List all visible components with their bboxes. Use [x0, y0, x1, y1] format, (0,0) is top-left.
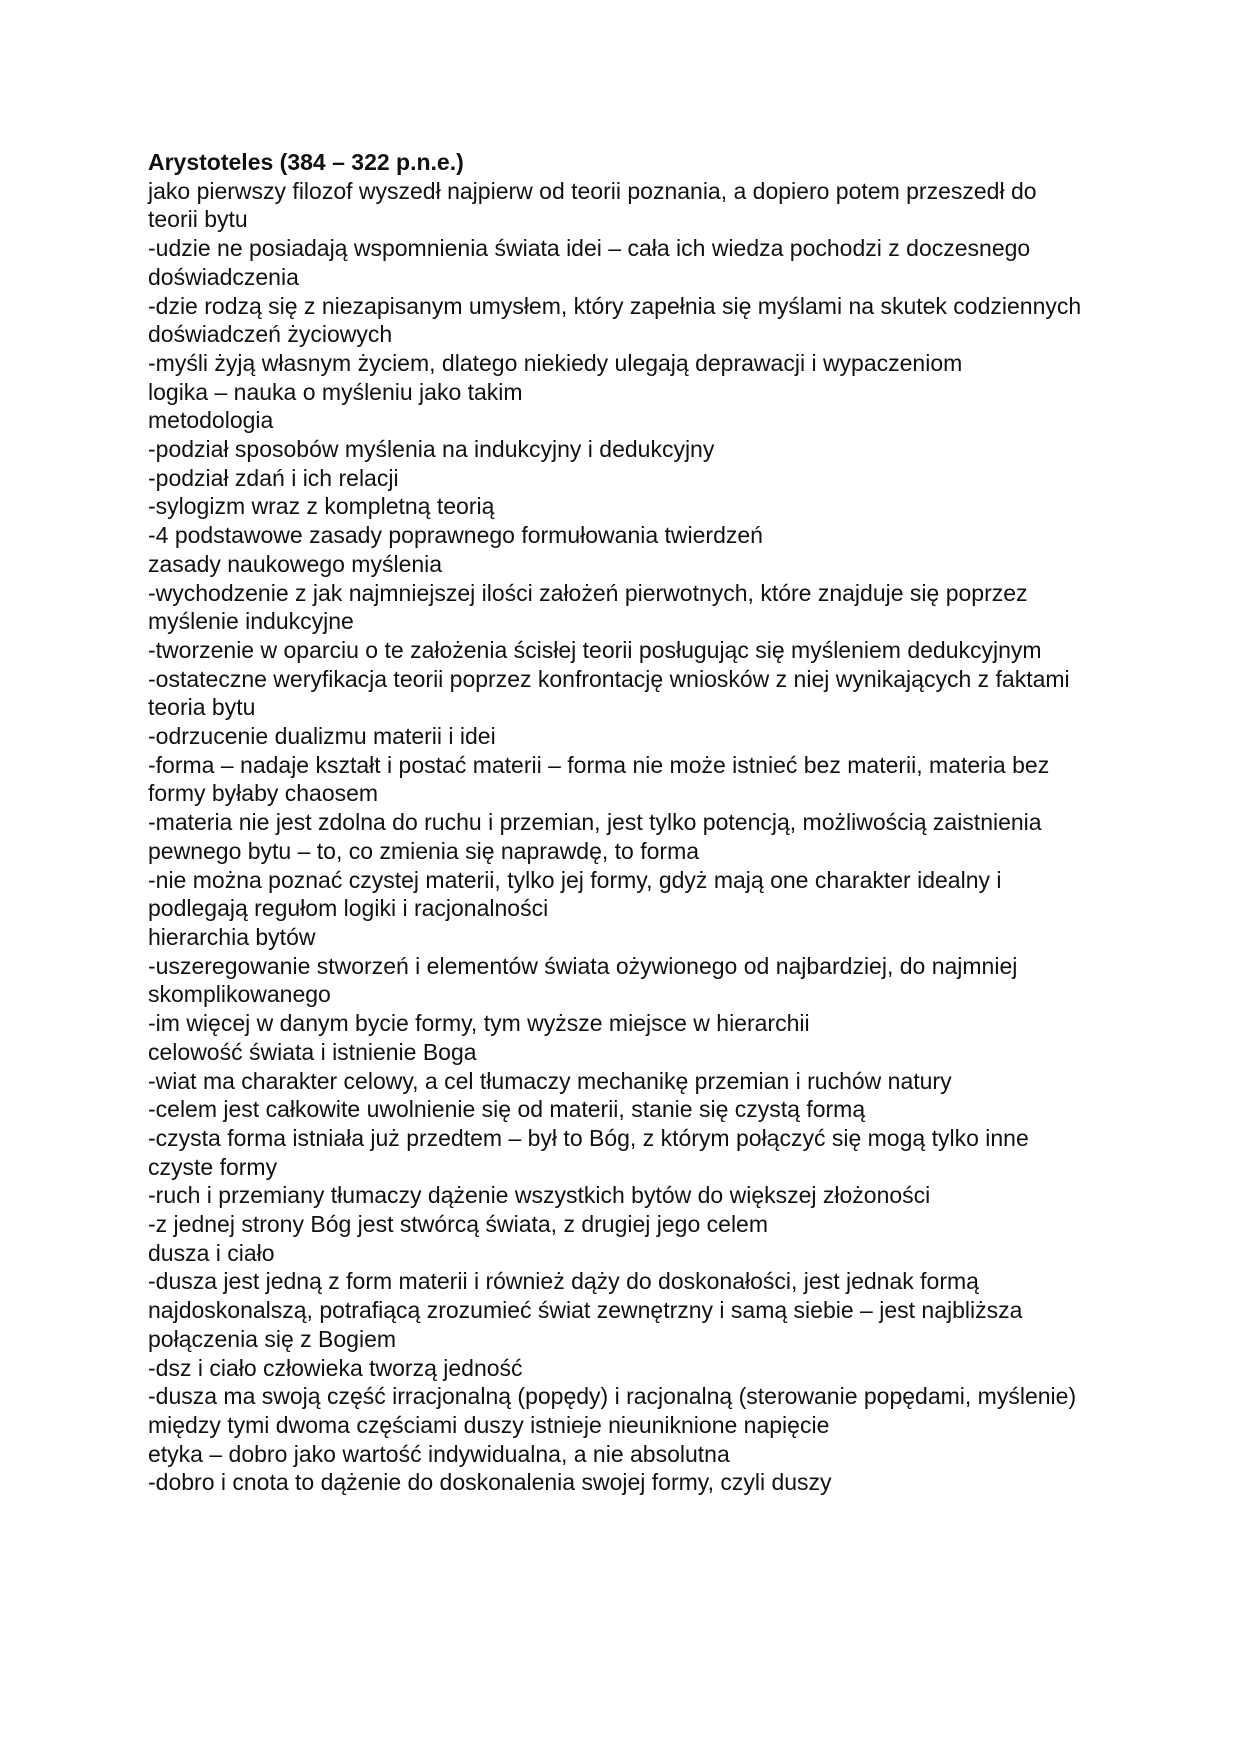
text-line: -dusza jest jedną z form materii i również dąży do doskonałości, jest jednak formą najdoskonalszą, potrafiącą zrozumieć świat zewnętrzny i samą siebie – jest najbliższa połączenia się z Bogiem — [148, 1268, 1023, 1352]
section-heading: celowość świata i istnienie Boga — [148, 1038, 477, 1065]
text-line: między tymi dwoma częściami duszy istnieje nieuniknione napięcie — [148, 1411, 830, 1438]
text-line: -czysta forma istniała już przedtem – był to Bóg, z którym połączyć się mogą tylko inne czyste formy — [148, 1124, 1029, 1180]
text-line: -dusza ma swoją część irracjonalną (popędy) i racjonalną (sterowanie popędami, myślenie) — [148, 1383, 1077, 1410]
text-line: -dzie rodzą się z niezapisanym umysłem, który zapełnia się myślami na skutek codziennych doświadczeń życiowych — [148, 292, 1082, 348]
text-line: -ruch i przemiany tłumaczy dążenie wszystkich bytów do większej złożoności — [148, 1182, 931, 1209]
document-text — [148, 177, 1088, 1497]
text-line: -podział zdań i ich relacji — [148, 464, 399, 491]
section-heading: logika – nauka o myśleniu jako takim — [148, 378, 523, 405]
text-line: -materia nie jest zdolna do ruchu i przemian, jest tylko potencją, możliwością zaistnienia pewnego bytu – to, co zmienia się naprawdę, to forma — [148, 809, 1042, 864]
text-line: jako pierwszy filozof wyszedł najpierw od teorii poznania, a dopiero potem przeszedł do teorii bytu — [148, 177, 1037, 233]
text-line: -myśli żyją własnym życiem, dlatego niekiedy ulegają deprawacji i wypaczeniom — [148, 349, 963, 376]
section-heading: dusza i ciało — [148, 1239, 275, 1266]
section-heading: teoria bytu — [148, 694, 256, 721]
text-line: -podział sposobów myślenia na indukcyjny i dedukcyjny — [148, 436, 715, 463]
text-line: -wiat ma charakter celowy, a cel tłumaczy mechanikę przemian i ruchów natury — [148, 1067, 952, 1094]
text-line: -z jednej strony Bóg jest stwórcą świata, z drugiej jego celem — [148, 1211, 769, 1238]
text-line: -nie można poznać czystej materii, tylko jej formy, gdyż mają one charakter idealny i podlegają regułom logiki i racjonalności — [148, 866, 1002, 922]
document-body — [148, 148, 1088, 1497]
text-line: -4 podstawowe zasady poprawnego formułowania twierdzeń — [148, 522, 763, 549]
text-line: -wychodzenie z jak najmniejszej ilości założeń pierwotnych, które znajduje się poprzez myślenie indukcyjne — [148, 579, 1028, 635]
section-heading: hierarchia bytów — [148, 923, 316, 950]
section-heading: zasady naukowego myślenia — [148, 550, 443, 577]
text-line: -sylogizm wraz z kompletną teorią — [148, 493, 495, 520]
text-line: -udzie ne posiadają wspomnienia świata idei – cała ich wiedza pochodzi z doczesnego doświadczenia — [148, 235, 1031, 290]
text-line: -im więcej w danym bycie formy, tym wyższe miejsce w hierarchii — [148, 1010, 810, 1037]
document-title: Arystoteles (384 – 322 p.n.e.) — [148, 149, 464, 175]
text-line: -dsz i ciało człowieka tworzą jedność — [148, 1354, 523, 1381]
text-line: -uszeregowanie stworzeń i elementów świata ożywionego od najbardziej, do najmniej skomplikowanego — [148, 952, 1018, 1008]
section-heading: etyka – dobro jako wartość indywidualna, a nie absolutna — [148, 1440, 730, 1467]
section-heading: metodologia — [148, 407, 274, 434]
text-line: -forma – nadaje kształt i postać materii – forma nie może istnieć bez materii, materia bez formy byłaby chaosem — [148, 751, 1050, 807]
text-line: -odrzucenie dualizmu materii i idei — [148, 723, 496, 750]
text-line: -ostateczne weryfikacja teorii poprzez konfrontację wniosków z niej wynikających z faktami — [148, 665, 1070, 692]
text-line: -celem jest całkowite uwolnienie się od materii, stanie się czystą formą — [148, 1096, 866, 1123]
text-line: -tworzenie w oparciu o te założenia ścisłej teorii posługując się myśleniem dedukcyjnym — [148, 636, 1042, 663]
text-line: -dobro i cnota to dążenie do doskonalenia swojej formy, czyli duszy — [148, 1469, 832, 1496]
